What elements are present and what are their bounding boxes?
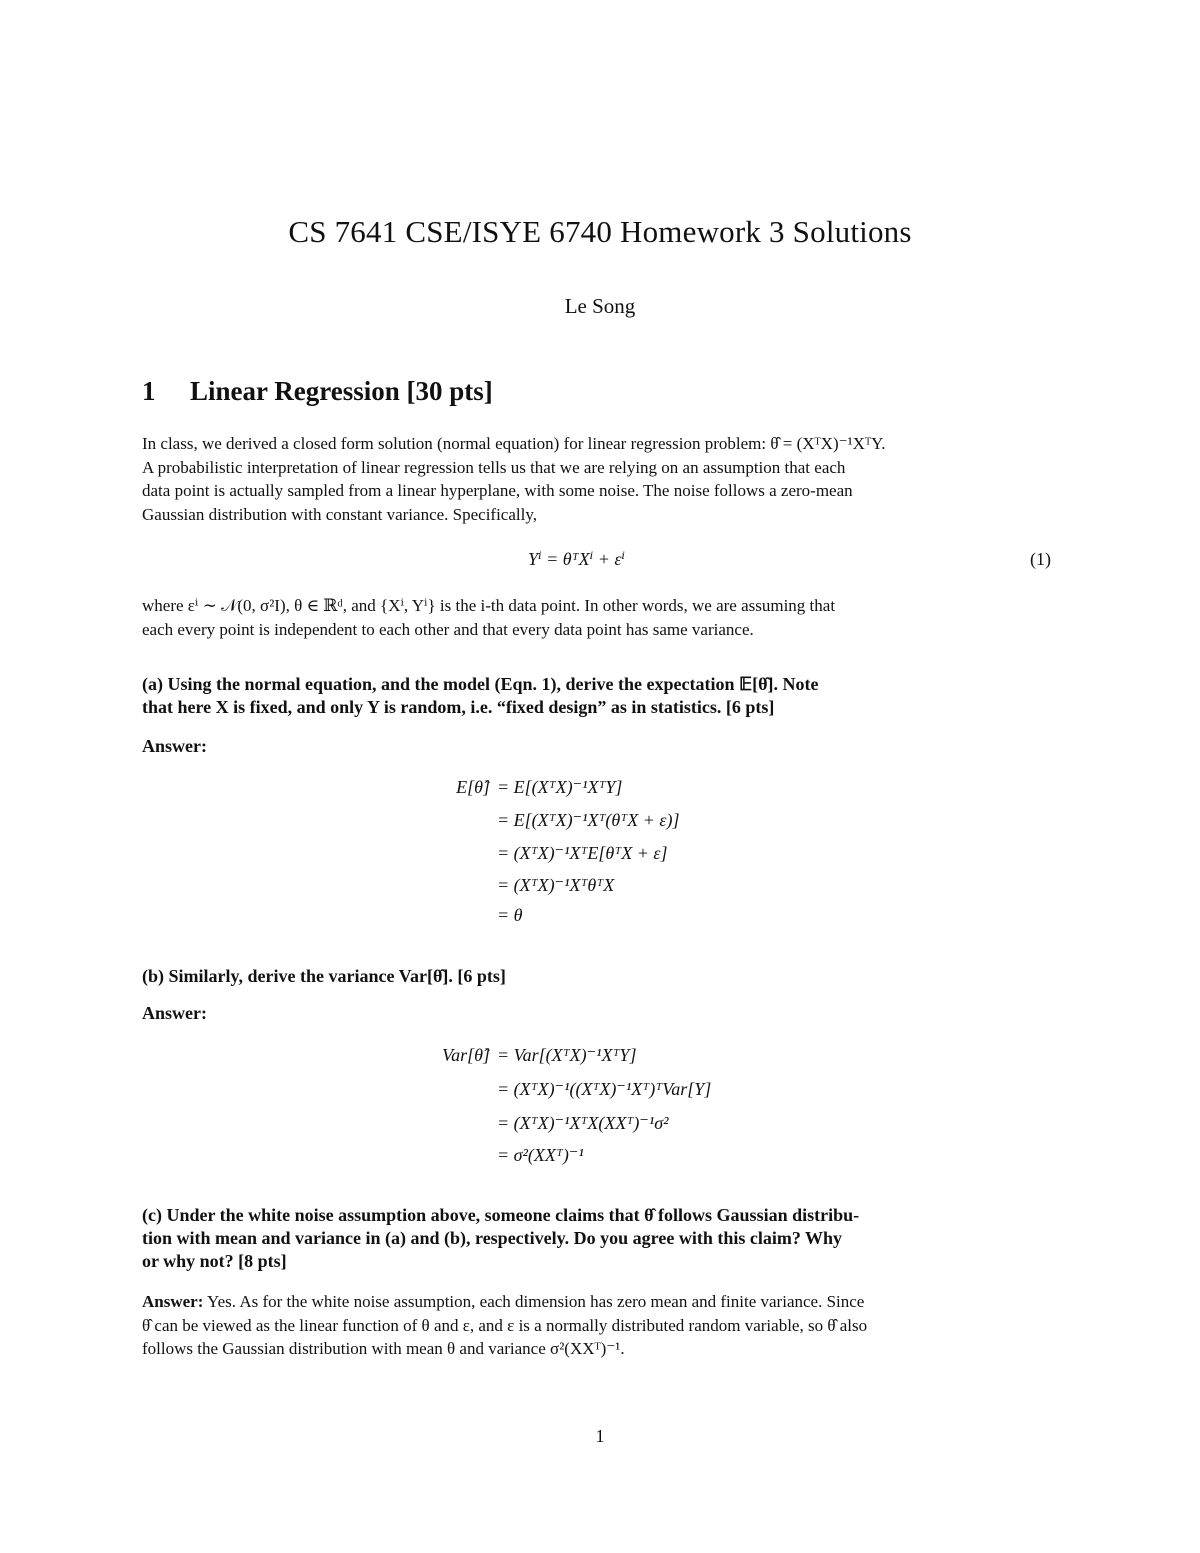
question-c-line-2: tion with mean and variance in (a) and (b), respectively. Do you agree with this claim? Why: [142, 1228, 843, 1248]
answer-c-line-3: follows the Gaussian distribution with mean θ and variance σ²(XXᵀ)⁻¹.: [142, 1339, 625, 1358]
answer-c-line-2: θ̂ can be viewed as the linear function of θ and ε, and ε is a normally distributed random variable, so θ̂ also: [142, 1315, 868, 1335]
intro-line-4: Gaussian distribution with constant variance. Specifically,: [142, 504, 537, 524]
answer-c-label: Answer:: [142, 1292, 204, 1311]
question-b: [142, 965, 1060, 988]
derivation-a-step-2: = E[(XᵀX)⁻¹Xᵀ(θᵀX + ε)]: [497, 810, 680, 830]
author-name: Le Song: [564, 294, 636, 318]
question-a: [142, 673, 1060, 719]
derivation-a-lhs: E[θ̂]: [456, 777, 490, 797]
page-number: 1: [595, 1426, 605, 1446]
answer-c-paragraph: [142, 1290, 1060, 1361]
derivation-b-lhs: Var[θ̂]: [442, 1045, 490, 1065]
section-heading: [142, 376, 493, 407]
section-title: Linear Regression [30 pts]: [190, 376, 493, 406]
equation-1: Yⁱ = θᵀXⁱ + εⁱ: [528, 549, 626, 569]
intro-line-2: A probabilistic interpretation of linear regression tells us that we are relying on an assumption that each: [142, 457, 846, 477]
intro-line-3: data point is actually sampled from a linear hyperplane, with some noise. The noise follows a zero-mean: [142, 481, 853, 500]
answer-a-label: Answer:: [142, 736, 207, 756]
derivation-b: [340, 1045, 900, 1175]
where-paragraph: [142, 594, 1060, 641]
where-line-1: where εⁱ ∼ 𝒩(0, σ²I), θ ∈ ℝᵈ, and {Xⁱ, Yⁱ} is the i-th data point. In other words, we are assuming that: [142, 596, 836, 615]
answer-c-line-1: [142, 1290, 1060, 1314]
question-c-line-1: (c) Under the white noise assumption above, someone claims that θ̂ follows Gaussian distribu-: [142, 1205, 860, 1225]
answer-b-label: Answer:: [142, 1003, 207, 1023]
derivation-a-step-5: = θ: [497, 905, 523, 925]
derivation-b-step-2: = (XᵀX)⁻¹((XᵀX)⁻¹Xᵀ)ᵀVar[Y]: [497, 1079, 712, 1099]
question-a-line-1: (a) Using the normal equation, and the model (Eqn. 1), derive the expectation 𝔼[θ̂]. Note: [142, 674, 819, 694]
derivation-b-step-1: = Var[(XᵀX)⁻¹XᵀY]: [497, 1045, 637, 1065]
intro-paragraph: [142, 432, 1060, 526]
where-line-2: each every point is independent to each other and that every data point has same variance.: [142, 619, 754, 639]
question-c-line-3: or why not? [8 pts]: [142, 1251, 287, 1271]
section-number: 1: [142, 376, 156, 406]
derivation-a: [340, 777, 840, 927]
answer-c-text-1: Yes. As for the white noise assumption, each dimension has zero mean and finite variance. Since: [207, 1292, 865, 1311]
derivation-a-step-1: = E[(XᵀX)⁻¹XᵀY]: [497, 777, 623, 797]
question-b-line-1: (b) Similarly, derive the variance Var[θ̂]. [6 pts]: [142, 966, 506, 986]
question-a-line-2: that here X is fixed, and only Y is random, i.e. “fixed design” as in statistics. [6 pts]: [142, 697, 775, 717]
derivation-a-step-4: = (XᵀX)⁻¹XᵀθᵀX: [497, 875, 615, 895]
question-c: [142, 1204, 1060, 1273]
derivation-b-step-4: = σ²(XXᵀ)⁻¹: [497, 1145, 584, 1165]
derivation-b-step-3: = (XᵀX)⁻¹XᵀX(XXᵀ)⁻¹σ²: [497, 1113, 669, 1133]
equation-1-label: (1): [1030, 549, 1051, 569]
document-title: CS 7641 CSE/ISYE 6740 Homework 3 Solutions: [288, 214, 912, 249]
intro-line-1: In class, we derived a closed form solution (normal equation) for linear regression problem: θ̂ = (XᵀX)⁻¹XᵀY.: [142, 434, 886, 453]
derivation-a-step-3: = (XᵀX)⁻¹XᵀE[θᵀX + ε]: [497, 843, 668, 863]
